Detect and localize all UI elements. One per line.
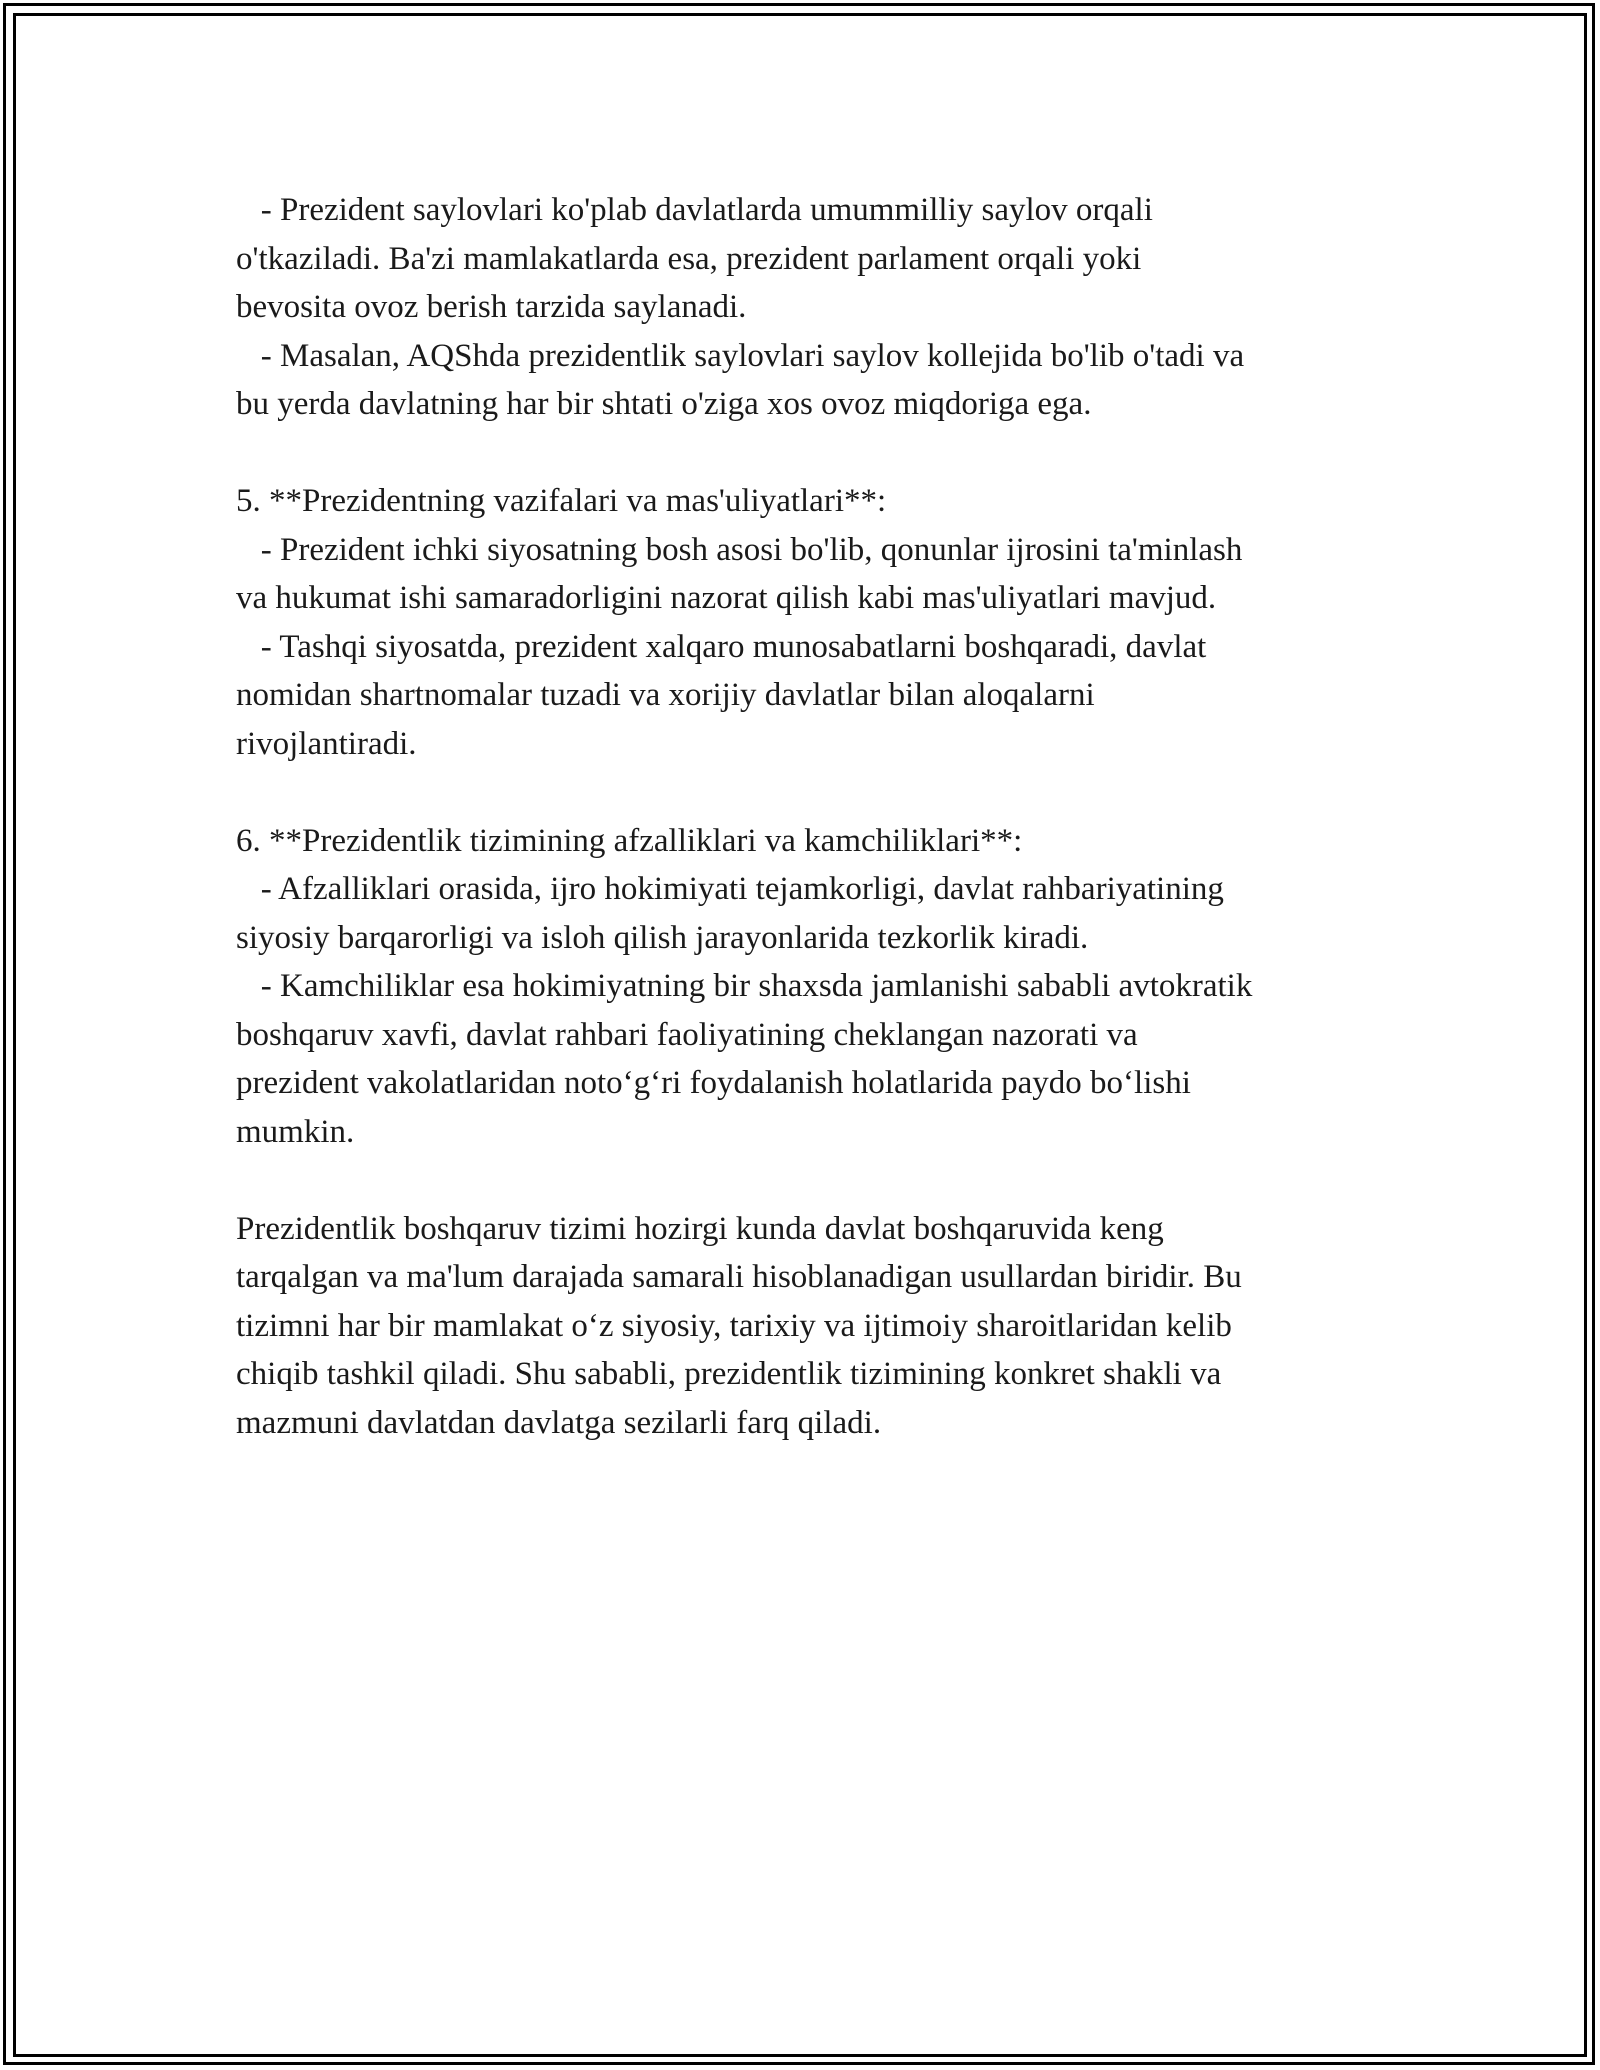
text-line: mazmuni davlatdan davlatga sezilarli farq qiladi.	[236, 1404, 882, 1441]
conclusion-paragraph	[236, 1205, 1396, 1448]
paragraph-gap	[236, 1156, 1396, 1205]
text-line: rivojlantiradi.	[236, 725, 417, 762]
text-line: nomidan shartnomalar tuzadi va xorijiy davlatlar bilan aloqalarni	[236, 677, 1095, 713]
text-line: prezident vakolatlaridan noto‘g‘ri foydalanish holatlarida paydo bo‘lishi	[236, 1065, 1191, 1101]
text-line: va hukumat ishi samaradorligini nazorat qilish kabi mas'uliyatlari mavjud.	[236, 580, 1217, 616]
text-line: - Masalan, AQShda prezidentlik saylovlari saylov kollejida bo'lib o'tadi va	[236, 337, 1245, 374]
document-body	[236, 186, 1396, 1447]
text-line: o'tkaziladi. Ba'zi mamlakatlarda esa, prezident parlament orqali yoki	[236, 240, 1142, 277]
text-line: mumkin.	[236, 1113, 355, 1150]
text-line: tarqalgan va ma'lum darajada samarali hisoblanadigan usullardan biridir. Bu	[236, 1259, 1242, 1295]
text-line: - Prezident ichki siyosatning bosh asosi bo'lib, qonunlar ijrosini ta'minlash	[236, 531, 1243, 568]
text-line: boshqaruv xavfi, davlat rahbari faoliyatining cheklangan nazorati va	[236, 1016, 1138, 1053]
text-line: bu yerda davlatning har bir shtati o'ziga xos ovoz miqdoriga ega.	[236, 386, 1092, 422]
section-heading: 5. **Prezidentning vazifalari va mas'uliyatlari**:	[236, 483, 887, 519]
paragraph-gap	[236, 429, 1396, 478]
text-line: - Tashqi siyosatda, prezident xalqaro munosabatlarni boshqaradi, davlat	[236, 628, 1207, 665]
text-line: chiqib tashkil qiladi. Shu sababli, prezidentlik tizimining konkret shakli va	[236, 1356, 1222, 1392]
text-line: siyosiy barqarorligi va isloh qilish jarayonlarida tezkorlik kiradi.	[236, 919, 1089, 956]
text-line: - Afzalliklari orasida, ijro hokimiyati tejamkorligi, davlat rahbariyatining	[236, 871, 1224, 907]
text-line: - Prezident saylovlari ko'plab davlatlarda umummilliy saylov orqali	[236, 192, 1153, 228]
text-line: Prezidentlik boshqaruv tizimi hozirgi kunda davlat boshqaruvida keng	[236, 1210, 1164, 1247]
section-heading: 6. **Prezidentlik tizimining afzalliklari va kamchiliklari**:	[236, 822, 1023, 859]
paragraph-elections	[236, 186, 1396, 429]
section-5	[236, 477, 1396, 768]
text-line: tizimni har bir mamlakat o‘z siyosiy, tarixiy va ijtimoiy sharoitlaridan kelib	[236, 1307, 1232, 1344]
text-line: bevosita ovoz berish tarzida saylanadi.	[236, 289, 747, 325]
paragraph-gap	[236, 768, 1396, 817]
text-line: - Kamchiliklar esa hokimiyatning bir shaxsda jamlanishi sababli avtokratik	[236, 968, 1253, 1004]
section-6	[236, 817, 1396, 1157]
